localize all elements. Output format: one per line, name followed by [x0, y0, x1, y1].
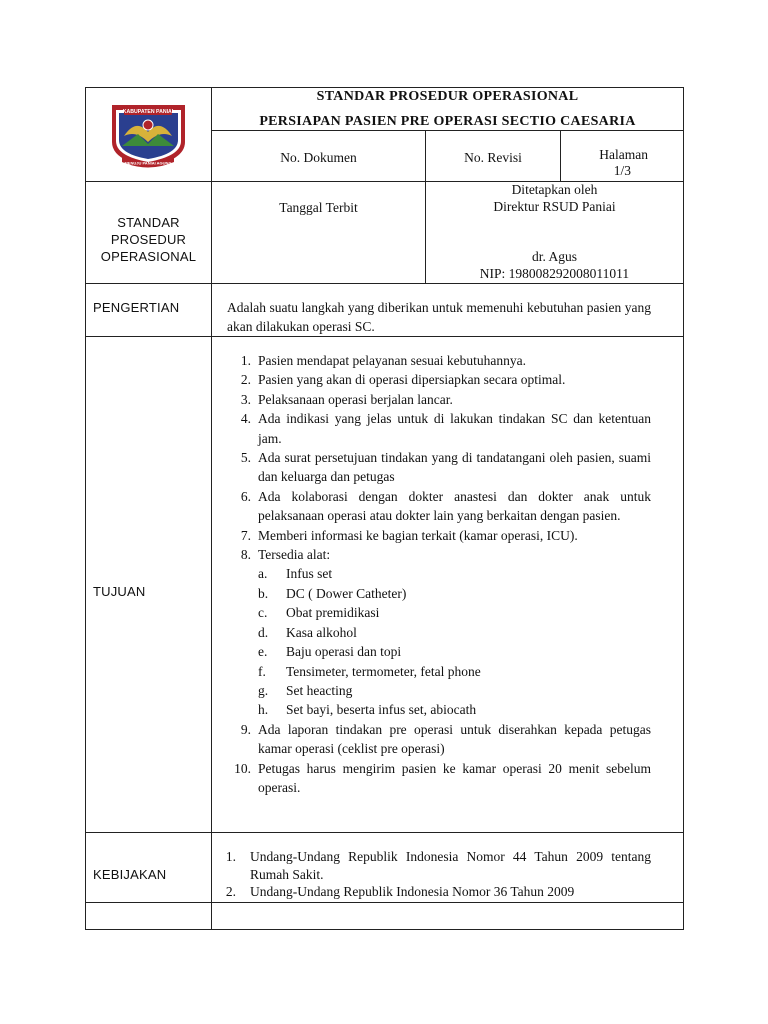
halaman-value: 1/3 — [613, 163, 631, 178]
logo-bottom-text: MENUJU PANIAI AGUNG — [124, 160, 172, 166]
kabupaten-paniai-logo — [86, 88, 211, 181]
list-item: 4. Ada indikasi yang jelas untuk di lakukan tindakan SC dan ketentuan jam. — [240, 411, 651, 446]
ditetapkan-block — [426, 181, 683, 282]
tujuan-list — [227, 351, 651, 797]
signatory-nip: NIP: 198008292008011011 — [479, 266, 630, 281]
sub-list-item: d. Kasa alkohol — [258, 624, 357, 640]
sop-label — [86, 214, 211, 265]
halaman-label: Halaman — [599, 147, 648, 162]
sub-list-item: e. Baju operasi dan topi — [258, 644, 402, 660]
no-dokumen-label: No. Dokumen — [280, 150, 357, 165]
list-item: 6. Ada kolaborasi dengan dokter anastesi dan dokter anak untuk pelaksanaan operasi atau dokter lain yang berkaitan dengan pasien. — [240, 488, 651, 524]
list-item: 5. Ada surat persetujuan tindakan yang di tandatangani oleh pasien, suami dan keluarga dan petugas — [240, 450, 651, 485]
signatory-name: dr. Agus — [531, 249, 577, 264]
list-item: 2. Undang-Undang Republik Indonesia Nomor 36 Tahun 2009 — [225, 884, 575, 899]
sub-list-item: h. Set bayi, beserta infus set, abiocath — [258, 702, 477, 718]
pengertian-label: PENGERTIAN — [93, 300, 180, 315]
sub-list-item: f. Tensimeter, termometer, fetal phone — [258, 663, 481, 679]
list-item: 2. Pasien yang akan di operasi dipersiapkan secara optimal. — [240, 372, 566, 388]
tujuan-list-block — [227, 351, 651, 797]
sub-list-item: c. Obat premidikasi — [258, 605, 380, 621]
sub-list-item: b. DC ( Dower Catheter) — [258, 585, 407, 601]
sub-list-item: a. Infus set — [258, 566, 333, 582]
list-item: 9. Ada laporan tindakan pre operasi untuk diserahkan kepada petugas kamar operasi (ceklist pre operasi) — [240, 721, 651, 757]
ditetapkan-line-2: Direktur RSUD Paniai — [493, 199, 616, 214]
list-item: 7. Memberi informasi ke bagian terkait (kamar operasi, ICU). — [240, 527, 578, 543]
sop-document — [85, 87, 684, 930]
sub-list-item: g. Set heacting — [258, 682, 353, 698]
no-revisi-label: No. Revisi — [464, 150, 522, 165]
alat-sublist — [258, 564, 651, 719]
sop-label-line-1: STANDAR — [117, 215, 180, 230]
sop-label-line-2: PROSEDUR — [110, 232, 187, 247]
title-line-2: PERSIAPAN PASIEN PRE OPERASI SECTIO CAESARIA — [259, 114, 636, 129]
list-item: 1. Pasien mendapat pelayanan sesuai kebutuhannya. — [240, 353, 527, 368]
halaman-cell — [561, 147, 683, 179]
kebijakan-list — [220, 848, 651, 901]
kebijakan-label: KEBIJAKAN — [93, 867, 167, 882]
list-item: 1. Undang-Undang Republik Indonesia Nomor 44 Tahun 2009 tentang Rumah Sakit. — [225, 849, 651, 882]
pengertian-text: Adalah suatu langkah yang diberikan untuk memenuhi kebutuhan pasien yang akan dilakukan operasi SC. — [227, 300, 651, 334]
logo-top-text: KABUPATEN PANIAI — [122, 109, 174, 116]
list-item: 3. Pelaksanaan operasi berjalan lancar. — [240, 391, 453, 407]
sop-label-line-3: OPERASIONAL — [100, 249, 197, 264]
list-item: 10. Petugas harus mengirim pasien ke kamar operasi 20 menit sebelum operasi. — [234, 760, 651, 795]
ditetapkan-line-1: Ditetapkan oleh — [511, 182, 598, 197]
title-line-1: STANDAR PROSEDUR OPERASIONAL — [316, 89, 579, 104]
tujuan-label: TUJUAN — [93, 584, 146, 599]
kebijakan-list-block — [220, 848, 651, 901]
logo-cell — [86, 88, 211, 181]
tanggal-terbit-label: Tanggal Terbit — [279, 200, 358, 215]
list-item: 8. Tersedia alat: a. Infus set b. DC ( Dower Catheter) c. Obat premidikasi d. Kasa alkohol e. Baju operasi dan topi f. Tensimeter, termometer, fetal phone g. Set heacting h. Set bayi, beserta infus set, abiocath — [227, 545, 651, 720]
